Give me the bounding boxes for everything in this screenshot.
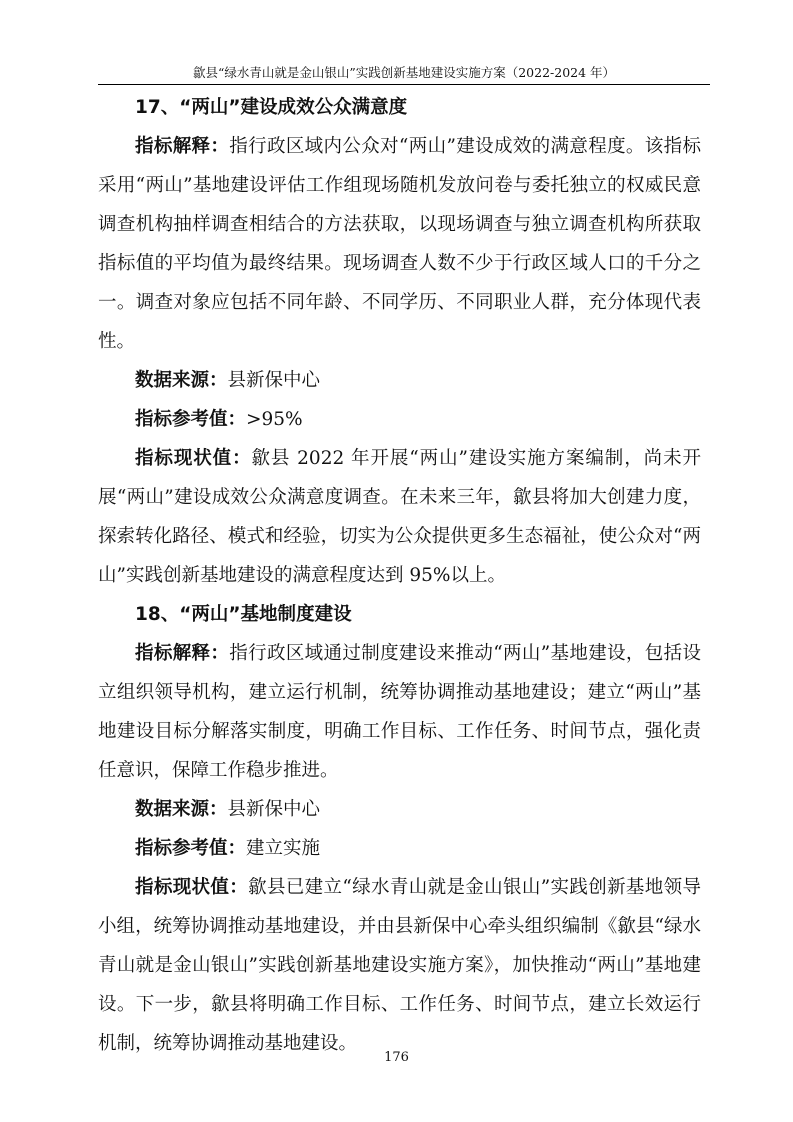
running-header: 歙县“绿水青山就是金山银山”实践创新基地建设实施方案（2022-2024 年） <box>192 65 616 80</box>
current-value-18 <box>98 868 701 1063</box>
data-source-17 <box>98 361 701 400</box>
text: 县新保中心 <box>227 799 321 820</box>
section-heading-18: 18、“两山”基地制度建设 <box>135 604 352 625</box>
data-source-18 <box>98 790 701 829</box>
label: 指标现状值： <box>135 448 252 469</box>
text: 歙县已建立“绿水青山就是金山银山”实践创新基地领导小组，统筹协调推动基地建设，并由县新保中心牵头组织编制《歙县“绿水青山就是金山银山”实践创新基地建设实施方案》，加快推动“两山”基地建设。下一步，歙县将明确工作目标、工作任务、时间节点，建立长效运行机制，统筹协调推动基地建设。 <box>98 877 701 1054</box>
page-body <box>98 88 701 1063</box>
current-value-17 <box>98 439 701 595</box>
reference-value-17 <box>98 400 701 439</box>
header-rule <box>98 84 710 85</box>
reference-value-18 <box>98 829 701 868</box>
section-heading-17: 17、“两山”建设成效公众满意度 <box>135 97 408 118</box>
label: 指标现状值： <box>135 877 249 898</box>
text: 县新保中心 <box>227 370 321 391</box>
text: 指行政区域通过制度建设来推动“两山”基地建设，包括设立组织领导机构，建立运行机制，统筹协调推动基地建设；建立“两山”基地建设目标分解落实制度，明确工作目标、工作任务、时间节点，强化责任意识，保障工作稳步推进。 <box>98 643 701 781</box>
indicator-explanation-17 <box>98 127 701 361</box>
label: 指标解释： <box>135 136 230 157</box>
text: 歙县 2022 年开展“两山”建设实施方案编制，尚未开展“两山”建设成效公众满意度调查。在未来三年，歙县将加大创建力度，探索转化路径、模式和经验，切实为公众提供更多生态福祉，使公众对“两山”实践创新基地建设的满意程度达到 95%以上。 <box>98 448 701 586</box>
text: >95% <box>246 409 303 430</box>
label: 数据来源： <box>135 370 228 391</box>
text: 指行政区域内公众对“两山”建设成效的满意程度。该指标采用“两山”基地建设评估工作组现场随机发放问卷与委托独立的权威民意调查机构抽样调查相结合的方法获取，以现场调查与独立调查机构所获取指标值的平均值为最终结果。现场调查人数不少于行政区域人口的千分之一。调查对象应包括不同年龄、不同学历、不同职业人群，充分体现代表性。 <box>98 136 701 352</box>
indicator-explanation-18 <box>98 634 701 790</box>
page-number: 176 <box>384 1050 409 1065</box>
label: 指标解释： <box>135 643 230 664</box>
text: 建立实施 <box>246 838 321 859</box>
label: 数据来源： <box>135 799 228 820</box>
label: 指标参考值： <box>135 838 247 859</box>
label: 指标参考值： <box>135 409 247 430</box>
